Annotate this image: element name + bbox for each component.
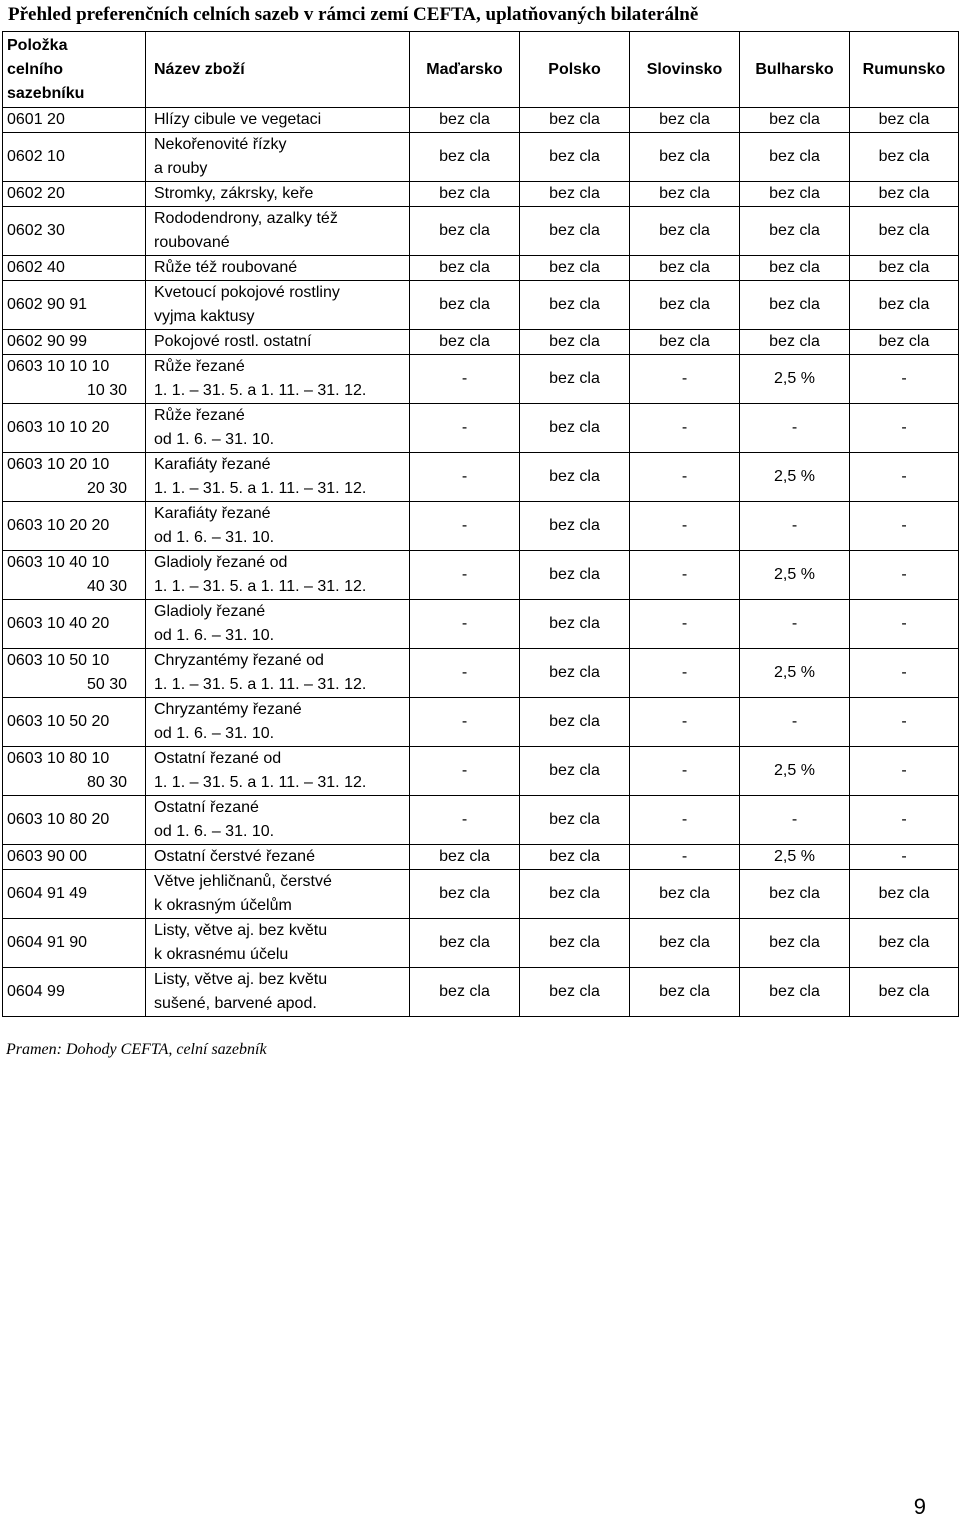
cell-rate: bez cla bbox=[630, 207, 740, 256]
cell-name: Pokojové rostl. ostatní bbox=[146, 330, 410, 355]
cell-rate: bez cla bbox=[520, 355, 630, 404]
cell-rate: bez cla bbox=[520, 968, 630, 1017]
cell-rate: - bbox=[630, 502, 740, 551]
cell-name: Karafiáty řezané 1. 1. – 31. 5. a 1. 11. – 31. 12. bbox=[146, 453, 410, 502]
cell-rate: bez cla bbox=[520, 108, 630, 133]
cell-rate: bez cla bbox=[410, 845, 520, 870]
table-row bbox=[3, 108, 959, 133]
cell-rate: 2,5 % bbox=[740, 355, 850, 404]
cell-rate: bez cla bbox=[410, 330, 520, 355]
cell-name: Růže řezané 1. 1. – 31. 5. a 1. 11. – 31. 12. bbox=[146, 355, 410, 404]
cell-rate: 2,5 % bbox=[740, 649, 850, 698]
header-country: Slovinsko bbox=[630, 32, 740, 108]
cell-name: Nekořenovité řízky a rouby bbox=[146, 133, 410, 182]
cell-rate: - bbox=[740, 404, 850, 453]
table-row bbox=[3, 355, 959, 404]
cell-rate: bez cla bbox=[410, 207, 520, 256]
cell-code: 0601 20 bbox=[3, 108, 146, 133]
cell-code: 0603 10 50 20 bbox=[3, 698, 146, 747]
cell-code: 0604 99 bbox=[3, 968, 146, 1017]
cell-rate: bez cla bbox=[520, 870, 630, 919]
cell-rate: - bbox=[410, 649, 520, 698]
cell-rate: bez cla bbox=[630, 330, 740, 355]
cell-rate: - bbox=[850, 551, 959, 600]
cell-rate: bez cla bbox=[410, 919, 520, 968]
cell-rate: bez cla bbox=[520, 845, 630, 870]
cell-rate: - bbox=[410, 355, 520, 404]
table-row bbox=[3, 919, 959, 968]
table-row bbox=[3, 182, 959, 207]
cell-rate: - bbox=[740, 502, 850, 551]
table-row bbox=[3, 870, 959, 919]
cell-code: 0603 10 40 10 40 30 bbox=[3, 551, 146, 600]
cell-rate: bez cla bbox=[520, 600, 630, 649]
cell-rate: 2,5 % bbox=[740, 845, 850, 870]
cell-name: Chryzantémy řezané od 1. 6. – 31. 10. bbox=[146, 698, 410, 747]
cell-rate: bez cla bbox=[520, 182, 630, 207]
cell-name: Ostatní řezané od 1. 6. – 31. 10. bbox=[146, 796, 410, 845]
cell-rate: 2,5 % bbox=[740, 747, 850, 796]
cell-name: Rododendrony, azalky též roubované bbox=[146, 207, 410, 256]
cell-rate: - bbox=[850, 355, 959, 404]
table-row bbox=[3, 968, 959, 1017]
cell-rate: bez cla bbox=[410, 870, 520, 919]
cell-rate: bez cla bbox=[410, 133, 520, 182]
cell-code: 0602 20 bbox=[3, 182, 146, 207]
cell-rate: bez cla bbox=[520, 649, 630, 698]
cell-code: 0603 10 80 20 bbox=[3, 796, 146, 845]
cell-rate: bez cla bbox=[520, 747, 630, 796]
cell-rate: - bbox=[850, 796, 959, 845]
cell-rate: bez cla bbox=[740, 182, 850, 207]
cell-rate: bez cla bbox=[740, 968, 850, 1017]
cell-rate: 2,5 % bbox=[740, 453, 850, 502]
header-country: Polsko bbox=[520, 32, 630, 108]
cell-rate: bez cla bbox=[520, 133, 630, 182]
cell-rate: - bbox=[410, 404, 520, 453]
cell-name: Karafiáty řezané od 1. 6. – 31. 10. bbox=[146, 502, 410, 551]
cell-name: Kvetoucí pokojové rostliny vyjma kaktusy bbox=[146, 281, 410, 330]
cell-rate: - bbox=[410, 453, 520, 502]
tariff-table bbox=[2, 31, 959, 1017]
table-row bbox=[3, 698, 959, 747]
cell-code: 0603 10 20 20 bbox=[3, 502, 146, 551]
table-row bbox=[3, 404, 959, 453]
cell-code: 0603 10 40 20 bbox=[3, 600, 146, 649]
cell-name: Chryzantémy řezané od 1. 1. – 31. 5. a 1. 11. – 31. 12. bbox=[146, 649, 410, 698]
cell-rate: - bbox=[630, 600, 740, 649]
table-row bbox=[3, 649, 959, 698]
table-row bbox=[3, 600, 959, 649]
table-row bbox=[3, 551, 959, 600]
cell-rate: - bbox=[630, 404, 740, 453]
cell-rate: bez cla bbox=[740, 919, 850, 968]
cell-rate: bez cla bbox=[630, 182, 740, 207]
cell-name: Gladioly řezané od 1. 1. – 31. 5. a 1. 11. – 31. 12. bbox=[146, 551, 410, 600]
cell-rate: bez cla bbox=[410, 182, 520, 207]
cell-rate: bez cla bbox=[520, 453, 630, 502]
cell-rate: - bbox=[630, 551, 740, 600]
cell-name: Ostatní řezané od 1. 1. – 31. 5. a 1. 11. – 31. 12. bbox=[146, 747, 410, 796]
cell-rate: - bbox=[630, 698, 740, 747]
cell-rate: - bbox=[630, 453, 740, 502]
table-row bbox=[3, 453, 959, 502]
cell-rate: bez cla bbox=[410, 968, 520, 1017]
cell-rate: - bbox=[740, 796, 850, 845]
cell-rate: bez cla bbox=[740, 870, 850, 919]
cell-name: Růže řezané od 1. 6. – 31. 10. bbox=[146, 404, 410, 453]
cell-rate: - bbox=[630, 796, 740, 845]
cell-name: Gladioly řezané od 1. 6. – 31. 10. bbox=[146, 600, 410, 649]
cell-rate: - bbox=[850, 600, 959, 649]
cell-rate: bez cla bbox=[740, 256, 850, 281]
cell-rate: - bbox=[850, 404, 959, 453]
cell-name: Listy, větve aj. bez květu sušené, barvené apod. bbox=[146, 968, 410, 1017]
cell-rate: bez cla bbox=[740, 207, 850, 256]
table-header-row bbox=[3, 32, 959, 108]
cell-code: 0603 90 00 bbox=[3, 845, 146, 870]
cell-rate: bez cla bbox=[520, 281, 630, 330]
cell-rate: bez cla bbox=[520, 256, 630, 281]
header-country: Maďarsko bbox=[410, 32, 520, 108]
cell-rate: bez cla bbox=[850, 207, 959, 256]
cell-rate: - bbox=[740, 600, 850, 649]
table-row bbox=[3, 502, 959, 551]
cell-rate: - bbox=[850, 747, 959, 796]
cell-rate: bez cla bbox=[520, 919, 630, 968]
cell-rate: - bbox=[410, 600, 520, 649]
cell-code: 0604 91 49 bbox=[3, 870, 146, 919]
cell-code: 0602 90 91 bbox=[3, 281, 146, 330]
cell-rate: bez cla bbox=[740, 330, 850, 355]
cell-name: Ostatní čerstvé řezané bbox=[146, 845, 410, 870]
cell-rate: bez cla bbox=[850, 870, 959, 919]
cell-rate: bez cla bbox=[740, 133, 850, 182]
cell-code: 0604 91 90 bbox=[3, 919, 146, 968]
cell-rate: bez cla bbox=[410, 108, 520, 133]
header-code: Položka celního sazebníku bbox=[3, 32, 146, 108]
cell-rate: - bbox=[630, 649, 740, 698]
cell-code: 0602 10 bbox=[3, 133, 146, 182]
cell-rate: bez cla bbox=[850, 133, 959, 182]
cell-rate: - bbox=[630, 845, 740, 870]
source-note: Pramen: Dohody CEFTA, celní sazebník bbox=[6, 1041, 267, 1058]
table-row bbox=[3, 747, 959, 796]
page-number: 9 bbox=[913, 1494, 926, 1519]
cell-rate: - bbox=[850, 502, 959, 551]
cell-rate: - bbox=[850, 845, 959, 870]
cell-rate: bez cla bbox=[740, 281, 850, 330]
cell-rate: bez cla bbox=[850, 256, 959, 281]
table-row bbox=[3, 281, 959, 330]
cell-name: Hlízy cibule ve vegetaci bbox=[146, 108, 410, 133]
table-row bbox=[3, 845, 959, 870]
cell-name: Růže též roubované bbox=[146, 256, 410, 281]
cell-rate: bez cla bbox=[850, 108, 959, 133]
cell-rate: bez cla bbox=[520, 796, 630, 845]
cell-code: 0603 10 10 10 10 30 bbox=[3, 355, 146, 404]
cell-rate: - bbox=[850, 698, 959, 747]
cell-rate: bez cla bbox=[630, 968, 740, 1017]
cell-code: 0602 30 bbox=[3, 207, 146, 256]
table-row bbox=[3, 256, 959, 281]
cell-rate: bez cla bbox=[850, 182, 959, 207]
cell-rate: bez cla bbox=[740, 108, 850, 133]
cell-rate: bez cla bbox=[630, 133, 740, 182]
cell-rate: - bbox=[410, 551, 520, 600]
cell-code: 0603 10 20 10 20 30 bbox=[3, 453, 146, 502]
table-row bbox=[3, 796, 959, 845]
cell-rate: - bbox=[630, 355, 740, 404]
cell-rate: bez cla bbox=[850, 281, 959, 330]
cell-rate: bez cla bbox=[850, 968, 959, 1017]
cell-rate: bez cla bbox=[630, 919, 740, 968]
cell-code: 0603 10 80 10 80 30 bbox=[3, 747, 146, 796]
cell-rate: bez cla bbox=[630, 870, 740, 919]
cell-rate: bez cla bbox=[520, 330, 630, 355]
cell-rate: bez cla bbox=[520, 404, 630, 453]
table-row bbox=[3, 207, 959, 256]
cell-rate: bez cla bbox=[410, 281, 520, 330]
cell-rate: - bbox=[740, 698, 850, 747]
cell-rate: - bbox=[630, 747, 740, 796]
table-row bbox=[3, 330, 959, 355]
cell-rate: 2,5 % bbox=[740, 551, 850, 600]
cell-rate: bez cla bbox=[630, 108, 740, 133]
cell-rate: - bbox=[850, 649, 959, 698]
header-name: Název zboží bbox=[146, 32, 410, 108]
cell-rate: bez cla bbox=[520, 207, 630, 256]
cell-rate: - bbox=[410, 502, 520, 551]
cell-rate: bez cla bbox=[520, 698, 630, 747]
cell-rate: - bbox=[410, 796, 520, 845]
cell-name: Větve jehličnanů, čerstvé k okrasným účelům bbox=[146, 870, 410, 919]
cell-rate: bez cla bbox=[410, 256, 520, 281]
cell-rate: - bbox=[410, 747, 520, 796]
cell-name: Stromky, zákrsky, keře bbox=[146, 182, 410, 207]
document-title: Přehled preferenčních celních sazeb v rámci zemí CEFTA, uplatňovaných bilaterálně bbox=[8, 4, 699, 25]
cell-rate: bez cla bbox=[520, 502, 630, 551]
cell-code: 0603 10 50 10 50 30 bbox=[3, 649, 146, 698]
cell-rate: bez cla bbox=[630, 281, 740, 330]
cell-rate: - bbox=[850, 453, 959, 502]
table-row bbox=[3, 133, 959, 182]
cell-rate: bez cla bbox=[630, 256, 740, 281]
header-country: Rumunsko bbox=[850, 32, 959, 108]
cell-code: 0602 40 bbox=[3, 256, 146, 281]
cell-name: Listy, větve aj. bez květu k okrasnému účelu bbox=[146, 919, 410, 968]
cell-rate: bez cla bbox=[520, 551, 630, 600]
cell-code: 0602 90 99 bbox=[3, 330, 146, 355]
cell-rate: - bbox=[410, 698, 520, 747]
header-country: Bulharsko bbox=[740, 32, 850, 108]
cell-rate: bez cla bbox=[850, 330, 959, 355]
cell-rate: bez cla bbox=[850, 919, 959, 968]
cell-code: 0603 10 10 20 bbox=[3, 404, 146, 453]
